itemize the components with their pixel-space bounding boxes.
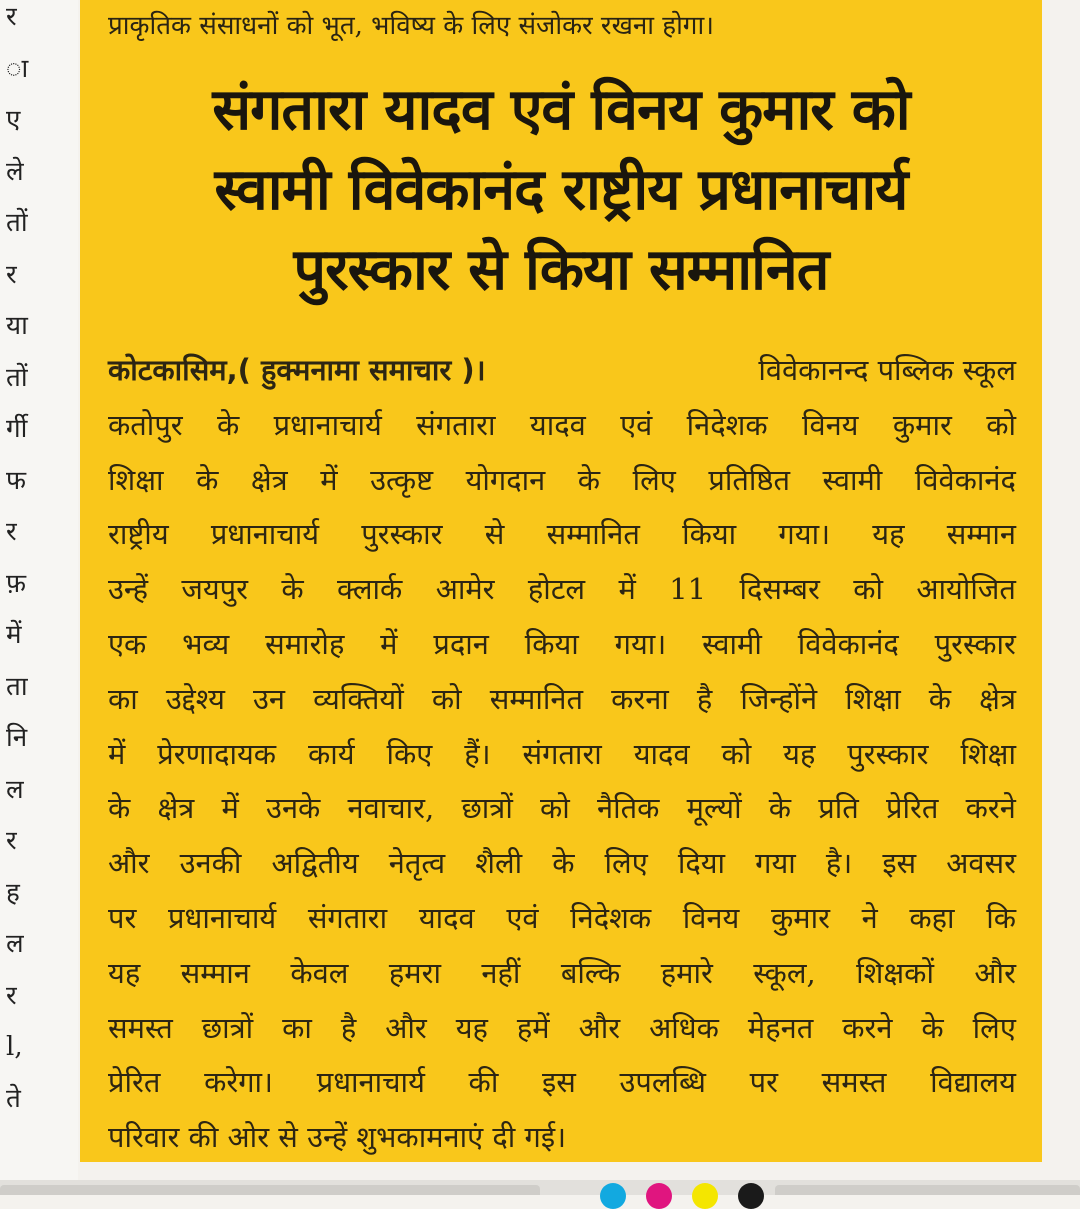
adjacent-char: ए bbox=[6, 105, 21, 135]
body-line: में प्रेरणादायक कार्य किए हैं। संगतारा यादव को यह पुरस्कार शिक्षा bbox=[108, 736, 1016, 771]
adjacent-char: फ bbox=[6, 465, 27, 496]
adjacent-char: र bbox=[6, 517, 17, 547]
print-margin-bar bbox=[0, 1180, 1080, 1195]
adjacent-char: l, bbox=[6, 1032, 23, 1062]
headline bbox=[100, 70, 1022, 310]
adjacent-column-fragment bbox=[0, 0, 78, 1180]
margin-track-right bbox=[775, 1185, 1080, 1195]
body-line: प्रेरित करेगा। प्रधानाचार्य की इस उपलब्धि पर समस्त विद्यालय bbox=[108, 1065, 1016, 1100]
adjacent-char: ते bbox=[6, 1083, 21, 1114]
adjacent-char: ले bbox=[6, 156, 24, 187]
body-line-first bbox=[108, 343, 1016, 398]
body-line: शिक्षा के क्षेत्र में उत्कृष्ट योगदान के लिए प्रतिष्ठित स्वामी विवेकानंद bbox=[108, 462, 1016, 497]
body-line: के क्षेत्र में उनके नवाचार, छात्रों को नैतिक मूल्यों के प्रति प्रेरित करने bbox=[108, 791, 1016, 826]
adjacent-char: ह bbox=[6, 877, 20, 908]
adjacent-char: नि bbox=[6, 723, 28, 753]
registration-dot bbox=[692, 1183, 718, 1209]
adjacent-char: र bbox=[6, 2, 17, 32]
registration-dot bbox=[646, 1183, 672, 1209]
adjacent-char: र्गी bbox=[6, 414, 28, 444]
body-line: यह सम्मान केवल हमरा नहीं बल्कि हमारे स्कूल, शिक्षकों और bbox=[108, 955, 1016, 990]
adjacent-char: ल bbox=[6, 774, 24, 805]
headline-line-2: स्वामी विवेकानंद राष्ट्रीय प्रधानाचार्य bbox=[214, 156, 908, 223]
adjacent-char: ल bbox=[6, 929, 24, 959]
headline-line-3: पुरस्कार से किया सम्मानित bbox=[293, 236, 829, 303]
adjacent-char: र bbox=[6, 259, 17, 290]
article-body bbox=[108, 343, 1016, 1165]
adjacent-char: ा bbox=[6, 53, 29, 84]
body-line: राष्ट्रीय प्रधानाचार्य पुरस्कार से सम्मानित किया गया। यह सम्मान bbox=[108, 517, 1016, 552]
body-line: एक भव्य समारोह में प्रदान किया गया। स्वामी विवेकानंद पुरस्कार bbox=[108, 626, 1016, 661]
adjacent-char: ता bbox=[6, 671, 28, 702]
body-line: और उनकी अद्वितीय नेतृत्व शैली के लिए दिया गया है। इस अवसर bbox=[108, 846, 1016, 881]
registration-dot bbox=[600, 1183, 626, 1209]
body-line: परिवार की ओर से उन्हें शुभकामनाएं दी गई। bbox=[108, 1120, 567, 1155]
body-line: उन्हें जयपुर के क्लार्क आमेर होटल में 11 दिसम्बर को आयोजित bbox=[108, 572, 1016, 607]
body-line: कतोपुर के प्रधानाचार्य संगतारा यादव एवं निदेशक विनय कुमार को bbox=[108, 407, 1016, 442]
body-line-0: विवेकानन्द पब्लिक स्कूल bbox=[758, 353, 1016, 387]
adjacent-char: में bbox=[6, 620, 22, 650]
adjacent-char: या bbox=[6, 311, 28, 341]
margin-track-left bbox=[0, 1185, 540, 1195]
adjacent-char: र bbox=[6, 980, 17, 1011]
body-line: का उद्देश्य उन व्यक्तियों को सम्मानित करना है जिन्होंने शिक्षा के क्षेत्र bbox=[108, 681, 1016, 716]
adjacent-char: र bbox=[6, 826, 17, 856]
article-box bbox=[80, 0, 1042, 1162]
body-line: पर प्रधानाचार्य संगतारा यादव एवं निदेशक विनय कुमार ने कहा कि bbox=[108, 900, 1016, 935]
registration-dot bbox=[738, 1183, 764, 1209]
adjacent-char: तों bbox=[6, 208, 28, 238]
headline-line-1: संगतारा यादव एवं विनय कुमार को bbox=[212, 76, 910, 143]
adjacent-char: फ़ bbox=[6, 568, 27, 599]
kicker-line: प्राकृतिक संसाधनों को भूत, भविष्य के लिए संजोकर रखना होगा। bbox=[108, 11, 715, 41]
body-line: समस्त छात्रों का है और यह हमें और अधिक मेहनत करने के लिए bbox=[108, 1010, 1016, 1045]
adjacent-char: तों bbox=[6, 362, 28, 393]
dateline: कोटकासिम,( हुक्मनामा समाचार )। bbox=[108, 353, 486, 387]
